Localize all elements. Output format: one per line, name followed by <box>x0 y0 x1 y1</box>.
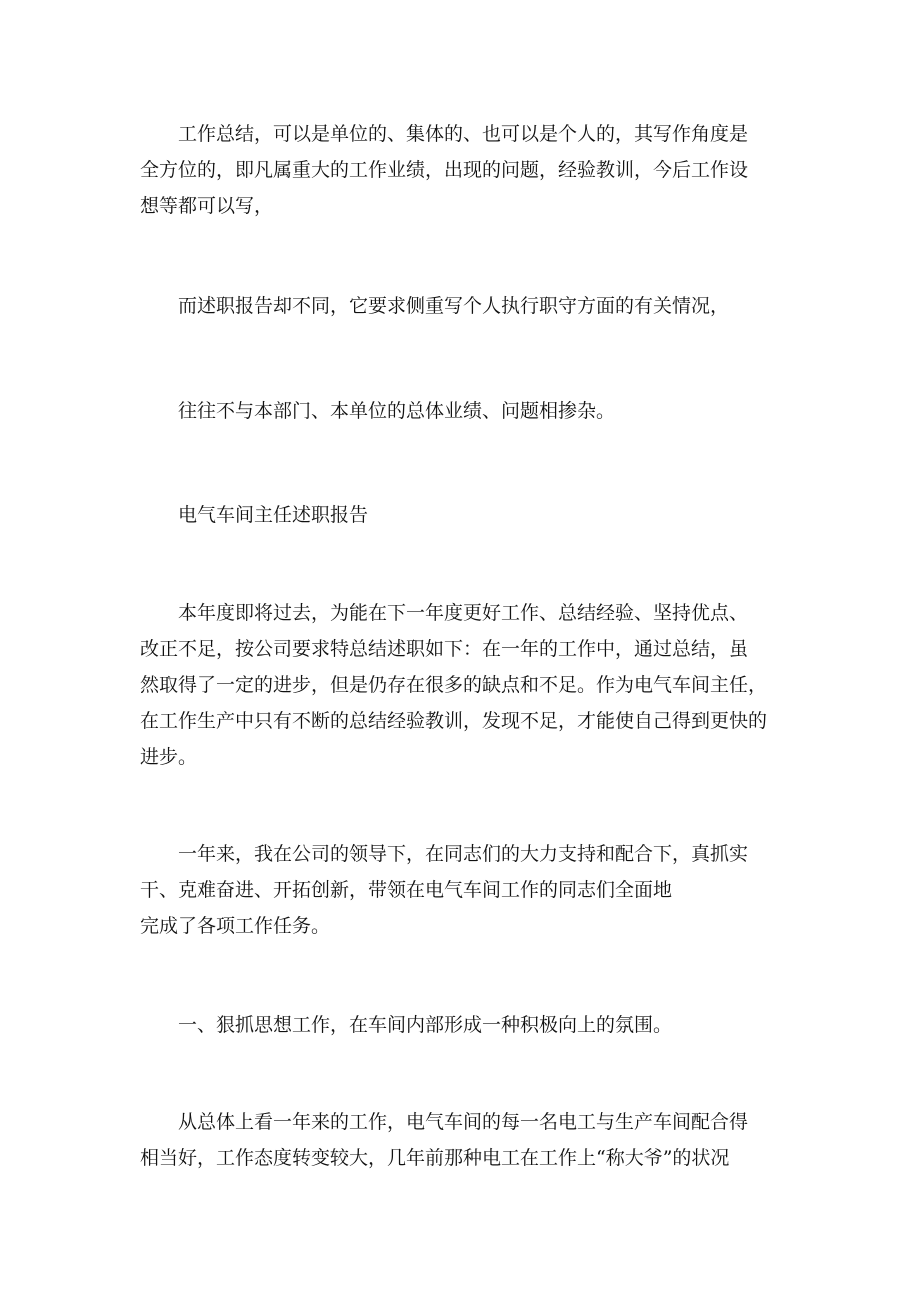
paragraph-year-achievements <box>140 836 792 944</box>
paragraph-line: 一年来，我在公司的领导下，在同志们的大力支持和配合下，真抓实 <box>178 843 749 865</box>
section-title-text: 电气车间主任述职报告 <box>178 504 369 526</box>
section-title <box>140 497 792 533</box>
paragraph-line: 改正不足，按公司要求特总结述职如下：在一年的工作中，通过总结，虽 <box>140 638 749 660</box>
paragraph-line: 完成了各项工作任务。 <box>140 915 331 937</box>
paragraph-line: 全方位的，即凡属重大的工作业绩，出现的问题，经验教训，今后工作设 <box>140 159 749 181</box>
paragraph-not-mixed <box>140 393 792 429</box>
paragraph-line: 一、狠抓思想工作，在车间内部形成一种积极向上的氛围。 <box>178 1014 673 1036</box>
paragraph-line: 干、克难奋进、开拓创新，带领在电气车间工作的同志们全面地 <box>140 879 673 901</box>
paragraph-line: 从总体上看一年来的工作，电气车间的每一名电工与生产车间配合得 <box>178 1111 749 1133</box>
paragraph-year-end-intro <box>140 595 792 775</box>
paragraph-line: 想等都可以写， <box>140 195 274 217</box>
paragraph-line: 本年度即将过去，为能在下一年度更好工作、总结经验、坚持优点、 <box>178 602 749 624</box>
paragraph-line: 往往不与本部门、本单位的总体业绩、问题相掺杂。 <box>178 400 616 422</box>
paragraph-report-difference <box>140 288 792 324</box>
paragraph-line: 在工作生产中只有不断的总结经验教训，发现不足，才能使自己得到更快的 <box>140 710 768 732</box>
paragraph-section-one-heading <box>140 1007 792 1043</box>
paragraph-line: 工作总结，可以是单位的、集体的、也可以是个人的，其写作角度是 <box>178 123 749 145</box>
paragraph-line: 相当好，工作态度转变较大，几年前那种电工在工作上“称大爷”的状况 <box>140 1147 730 1169</box>
paragraph-overall-view <box>140 1104 792 1176</box>
paragraph-line: 而述职报告却不同，它要求侧重写个人执行职守方面的有关情况， <box>178 295 730 317</box>
paragraph-line: 进步。 <box>140 746 198 768</box>
paragraph-work-summary-intro <box>140 116 792 224</box>
paragraph-line: 然取得了一定的进步，但是仍存在很多的缺点和不足。作为电气车间主任， <box>140 674 768 696</box>
